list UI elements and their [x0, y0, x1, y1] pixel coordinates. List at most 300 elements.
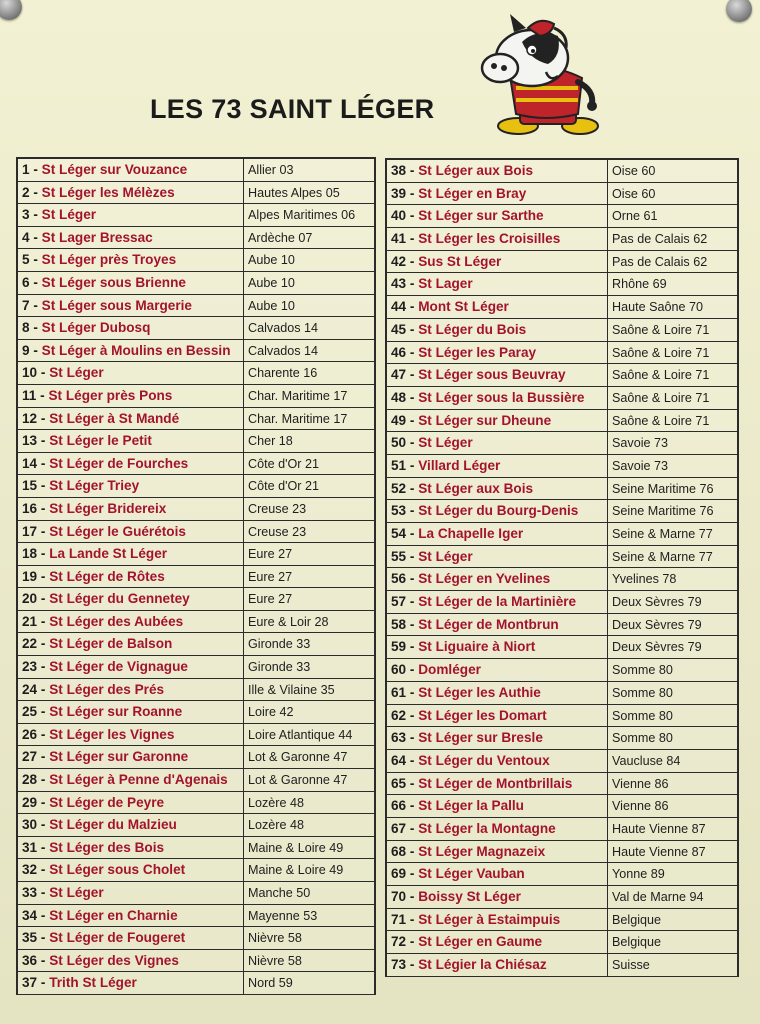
- table-row: [18, 633, 374, 656]
- row-number: 32: [22, 862, 38, 878]
- village-name-cell: [387, 954, 608, 976]
- row-number: 64: [391, 752, 407, 768]
- village-name-cell: [18, 408, 244, 430]
- table-row: [18, 498, 374, 521]
- village-name: St Léger Vauban: [418, 866, 525, 882]
- row-separator: -: [406, 820, 419, 836]
- row-number: 27: [22, 749, 38, 765]
- village-name-cell: [387, 432, 608, 454]
- department-cell: Mayenne 53: [248, 908, 318, 923]
- row-number: 30: [22, 817, 38, 833]
- table-row: [387, 818, 737, 841]
- village-name: St Léger sur Sarthe: [418, 208, 544, 224]
- department-cell: Val de Marne 94: [612, 890, 704, 904]
- table-row: [18, 927, 374, 950]
- row-number: 57: [391, 594, 407, 610]
- row-number: 18: [22, 546, 38, 562]
- village-name-cell: [387, 296, 608, 318]
- row-number: 53: [391, 503, 407, 519]
- row-separator: -: [406, 389, 419, 405]
- department-cell: Eure & Loir 28: [248, 614, 329, 629]
- row-separator: -: [29, 297, 42, 313]
- department-cell: Vienne 86: [612, 799, 669, 814]
- village-name-cell: [18, 927, 244, 949]
- village-name: St Léger à Moulins en Bessin: [41, 342, 231, 358]
- row-separator: -: [406, 457, 419, 473]
- table-row: [18, 792, 374, 815]
- department-cell: Aube 10: [248, 298, 295, 313]
- row-number: 36: [22, 952, 38, 968]
- row-number: 72: [391, 934, 407, 950]
- row-separator: -: [37, 568, 50, 584]
- department-cell: Somme 80: [612, 663, 673, 678]
- row-number: 65: [391, 775, 407, 791]
- village-name-cell: [18, 272, 244, 294]
- village-name-cell: [387, 750, 608, 772]
- village-name-cell: [387, 568, 608, 590]
- village-name: St Lager: [418, 276, 473, 292]
- department-cell: Seine & Marne 77: [612, 527, 713, 541]
- row-separator: -: [37, 659, 50, 675]
- department-cell: Côte d'Or 21: [248, 456, 320, 471]
- row-number: 49: [391, 412, 407, 428]
- row-number: 63: [391, 730, 407, 746]
- department-cell: Saône & Loire 71: [612, 413, 710, 428]
- row-separator: -: [37, 478, 50, 494]
- department-cell: Aube 10: [248, 253, 295, 268]
- department-cell: Nièvre 58: [248, 953, 302, 968]
- row-separator: -: [37, 885, 50, 900]
- village-name: Sus St Léger: [418, 253, 502, 269]
- department-cell: Somme 80: [612, 708, 673, 723]
- table-row: [18, 814, 374, 837]
- row-separator: -: [406, 684, 419, 700]
- row-separator: -: [406, 594, 419, 610]
- table-row: [18, 859, 374, 882]
- village-name-cell: [387, 636, 608, 658]
- village-name: St Léger sous Brienne: [41, 274, 186, 290]
- village-name: St Léger de Montbrun: [418, 616, 559, 632]
- table-row: [387, 319, 737, 342]
- department-cell: Char. Maritime 17: [248, 411, 348, 426]
- row-number: 54: [391, 526, 407, 541]
- department-cell: Rhône 69: [612, 277, 667, 292]
- village-name-cell: [387, 319, 608, 341]
- row-separator: -: [406, 231, 419, 247]
- village-name-cell: [18, 679, 244, 701]
- village-name-cell: [18, 295, 244, 317]
- row-number: 23: [22, 659, 38, 675]
- table-row: [387, 841, 737, 864]
- table-row: [18, 430, 374, 453]
- village-name-cell: [387, 387, 608, 409]
- table-row: [18, 227, 374, 250]
- village-name: St Léger sous la Bussière: [418, 389, 585, 405]
- village-name-cell: [18, 792, 244, 814]
- village-name: St Léger le Petit: [49, 433, 152, 449]
- table-row: [387, 773, 737, 796]
- table-row: [387, 863, 737, 886]
- table-row: [387, 273, 737, 296]
- table-row: [387, 614, 737, 637]
- row-number: 8: [22, 320, 30, 336]
- table-row: [387, 523, 737, 546]
- row-separator: -: [37, 772, 50, 788]
- village-name-cell: [387, 931, 608, 953]
- village-name-cell: [18, 317, 244, 339]
- table-row: [387, 886, 737, 909]
- row-number: 11: [22, 387, 37, 403]
- village-name-cell: [387, 410, 608, 432]
- village-name-cell: [387, 705, 608, 727]
- department-cell: Deux Sèvres 79: [612, 640, 702, 655]
- department-cell: Eure 27: [248, 592, 293, 607]
- table-row: [387, 909, 737, 932]
- village-name-cell: [18, 340, 244, 362]
- department-cell: Oise 60: [612, 164, 656, 178]
- village-name-cell: [18, 769, 244, 791]
- village-name-cell: [387, 478, 608, 500]
- row-number: 24: [22, 681, 38, 697]
- table-row: [18, 453, 374, 476]
- row-number: 59: [391, 639, 407, 655]
- table-row: [18, 475, 374, 498]
- village-name: Domléger: [418, 662, 481, 678]
- village-name: Mont St Léger: [418, 299, 509, 315]
- department-cell: Char. Maritime 17: [248, 388, 348, 403]
- row-separator: -: [29, 162, 42, 177]
- row-number: 6: [22, 274, 30, 290]
- row-number: 20: [22, 591, 38, 607]
- table-row: [18, 905, 374, 928]
- department-cell: Oise 60: [612, 186, 656, 201]
- village-name: St Lager Bressac: [41, 229, 153, 245]
- department-cell: Aube 10: [248, 275, 295, 290]
- village-name: St Léger les Paray: [418, 344, 537, 360]
- row-separator: -: [406, 889, 419, 904]
- row-number: 50: [391, 435, 407, 451]
- village-name-cell: [18, 905, 244, 927]
- village-name: St Léger: [41, 207, 97, 223]
- row-number: 41: [391, 231, 407, 247]
- village-name-cell: [18, 475, 244, 497]
- table-row: [387, 387, 737, 410]
- department-cell: Ille & Vilaine 35: [248, 682, 335, 697]
- row-separator: -: [406, 843, 419, 859]
- village-name: St Léger des Aubées: [49, 613, 184, 629]
- row-separator: -: [37, 433, 50, 449]
- row-number: 51: [391, 457, 407, 473]
- village-name: St Léger: [49, 365, 104, 381]
- row-number: 4: [22, 229, 30, 245]
- village-name-cell: [387, 455, 608, 477]
- row-number: 14: [22, 455, 38, 471]
- village-name-cell: [18, 859, 244, 881]
- row-number: 17: [22, 523, 38, 539]
- row-number: 9: [22, 342, 30, 358]
- department-cell: Gironde 33: [248, 637, 311, 652]
- village-name: St Léger du Malzieu: [49, 817, 177, 833]
- row-number: 13: [22, 433, 38, 449]
- row-number: 7: [22, 297, 30, 313]
- row-number: 28: [22, 772, 38, 788]
- row-separator: -: [406, 798, 419, 814]
- village-name-cell: [18, 611, 244, 633]
- table-row: [387, 364, 737, 387]
- row-separator: -: [37, 862, 50, 878]
- village-name: St Léger en Yvelines: [418, 571, 551, 587]
- row-separator: -: [406, 571, 419, 587]
- department-cell: Hautes Alpes 05: [248, 185, 340, 200]
- table-row: [18, 679, 374, 702]
- village-name-cell: [387, 909, 608, 931]
- village-name-cell: [18, 159, 244, 181]
- village-name-cell: [18, 837, 244, 859]
- row-number: 58: [391, 616, 407, 632]
- row-number: 60: [391, 662, 407, 678]
- row-number: 12: [22, 410, 38, 426]
- village-name: St Léger: [49, 885, 104, 900]
- table-row: [18, 272, 374, 295]
- village-name: Trith St Léger: [49, 975, 137, 991]
- department-cell: Savoie 73: [612, 458, 669, 473]
- table-row: [387, 500, 737, 523]
- row-number: 56: [391, 571, 407, 587]
- row-separator: -: [37, 952, 50, 968]
- row-separator: -: [37, 636, 50, 652]
- village-name-cell: [387, 523, 608, 545]
- table-row: [18, 611, 374, 634]
- row-separator: -: [406, 934, 419, 950]
- row-separator: -: [406, 775, 419, 791]
- row-number: 71: [391, 911, 407, 927]
- row-number: 25: [22, 704, 38, 720]
- department-cell: Cher 18: [248, 434, 293, 449]
- row-separator: -: [37, 975, 50, 991]
- table-row: [18, 182, 374, 205]
- village-name: St Léger la Pallu: [418, 798, 524, 814]
- row-number: 61: [391, 684, 407, 700]
- department-cell: Deux Sèvres 79: [612, 595, 702, 610]
- village-name: St Léger de Rôtes: [49, 568, 165, 584]
- table-row: [387, 251, 737, 274]
- department-cell: Lot & Garonne 47: [248, 773, 348, 788]
- row-separator: -: [406, 957, 419, 973]
- village-name: St Léger de Fourches: [49, 455, 189, 471]
- department-cell: Yonne 89: [612, 867, 665, 882]
- village-name: St Léger Dubosq: [41, 320, 151, 336]
- village-name-cell: [18, 950, 244, 972]
- department-cell: Lozère 48: [248, 818, 305, 833]
- department-cell: Alpes Maritimes 06: [248, 208, 356, 223]
- village-name-cell: [18, 633, 244, 655]
- department-cell: Belgique: [612, 935, 662, 950]
- screw-icon: [0, 0, 22, 20]
- village-name: St Léger de Vignague: [49, 659, 188, 675]
- row-separator: -: [406, 526, 419, 541]
- row-number: 29: [22, 794, 38, 810]
- department-cell: Haute Vienne 87: [612, 821, 706, 836]
- village-name: St Léger à St Mandé: [49, 410, 180, 426]
- department-cell: Vienne 86: [612, 776, 669, 791]
- row-number: 38: [391, 163, 407, 178]
- village-name: St Léger sur Dheune: [418, 412, 552, 428]
- table-row: [387, 750, 737, 773]
- village-name-cell: [387, 795, 608, 817]
- village-name-cell: [18, 182, 244, 204]
- village-name-cell: [18, 746, 244, 768]
- row-separator: -: [406, 321, 419, 337]
- department-cell: Seine Maritime 76: [612, 481, 714, 496]
- row-separator: -: [406, 435, 419, 451]
- village-name: St Léger à Penne d'Agenais: [49, 772, 228, 788]
- row-number: 62: [391, 707, 407, 723]
- department-cell: Orne 61: [612, 209, 658, 224]
- table-row: [18, 656, 374, 679]
- row-separator: -: [37, 749, 50, 765]
- table-row: [387, 682, 737, 705]
- department-cell: Yvelines 78: [612, 572, 677, 587]
- village-name: St Léger près Troyes: [41, 252, 177, 268]
- table-row: [387, 568, 737, 591]
- row-number: 21: [22, 613, 38, 629]
- table-row: [18, 204, 374, 227]
- village-name: St Léger de Peyre: [49, 794, 165, 810]
- village-name: St Léger des Bois: [49, 839, 165, 855]
- department-cell: Pas de Calais 62: [612, 232, 708, 247]
- table-row: [387, 659, 737, 682]
- village-name: St Léger les Authie: [418, 684, 541, 700]
- village-name: St Léger du Gennetey: [49, 591, 190, 607]
- village-name-cell: [18, 227, 244, 249]
- row-separator: -: [406, 548, 419, 564]
- table-row: [18, 950, 374, 973]
- row-separator: -: [37, 794, 50, 810]
- row-separator: -: [37, 613, 50, 629]
- table-row: [18, 362, 374, 385]
- village-name: St Léger près Pons: [48, 387, 173, 403]
- table-row: [387, 478, 737, 501]
- village-name: St Léger de Fougeret: [49, 930, 186, 946]
- village-name-cell: [387, 886, 608, 908]
- village-name-cell: [18, 814, 244, 836]
- row-separator: -: [406, 253, 419, 269]
- row-separator: -: [37, 907, 50, 923]
- village-name: St Léger les Croisilles: [418, 231, 561, 247]
- table-row: [387, 296, 737, 319]
- row-separator: -: [37, 817, 50, 833]
- department-cell: Calvados 14: [248, 343, 319, 358]
- row-separator: -: [406, 866, 419, 882]
- sign-title: LES 73 SAINT LÉGER: [150, 94, 435, 124]
- row-number: 26: [22, 726, 38, 742]
- department-cell: Creuse 23: [248, 501, 307, 516]
- village-name: St Léger Magnazeix: [418, 843, 546, 859]
- village-name-cell: [387, 682, 608, 704]
- row-separator: -: [406, 480, 419, 496]
- row-number: 3: [22, 207, 30, 223]
- department-cell: Seine Maritime 76: [612, 504, 714, 519]
- row-number: 66: [391, 798, 407, 814]
- table-row: [18, 317, 374, 340]
- village-name-cell: [387, 183, 608, 205]
- row-separator: -: [37, 839, 50, 855]
- row-number: 52: [391, 480, 407, 496]
- row-number: 46: [391, 344, 407, 360]
- department-cell: Nord 59: [248, 976, 293, 991]
- row-separator: -: [36, 387, 49, 403]
- cartoon-mascot-icon: [470, 6, 610, 138]
- table-row: [18, 543, 374, 566]
- row-number: 40: [391, 208, 407, 224]
- village-name-cell: [18, 656, 244, 678]
- table-row: [387, 636, 737, 659]
- village-name-cell: [387, 228, 608, 250]
- village-name-cell: [18, 543, 244, 565]
- row-number: 33: [22, 885, 38, 900]
- department-cell: Belgique: [612, 912, 662, 927]
- department-cell: Deux Sèvres 79: [612, 617, 702, 632]
- village-name-cell: [387, 273, 608, 295]
- row-number: 37: [22, 975, 38, 991]
- village-name: St Léger sur Roanne: [49, 704, 183, 720]
- department-cell: Suisse: [612, 958, 650, 973]
- department-cell: Calvados 14: [248, 321, 319, 336]
- village-name: St Léger sur Garonne: [49, 749, 189, 765]
- row-separator: -: [29, 252, 42, 268]
- row-number: 43: [391, 276, 407, 292]
- row-separator: -: [406, 639, 419, 655]
- table-row: [18, 159, 374, 182]
- department-cell: Maine & Loire 49: [248, 840, 344, 855]
- village-name-cell: [18, 430, 244, 452]
- village-name: St Léger des Vignes: [49, 952, 179, 968]
- row-number: 10: [22, 365, 38, 381]
- village-name: St Léger sous Margerie: [41, 297, 192, 313]
- village-name-cell: [18, 249, 244, 271]
- village-name: St Léger de Montbrillais: [418, 775, 573, 791]
- row-separator: -: [29, 320, 42, 336]
- row-separator: -: [29, 184, 42, 200]
- row-number: 47: [391, 367, 407, 383]
- table-row: [387, 546, 737, 569]
- row-separator: -: [406, 730, 419, 746]
- department-cell: Saône & Loire 71: [612, 322, 710, 337]
- village-name-cell: [387, 773, 608, 795]
- row-separator: -: [37, 410, 50, 426]
- village-name-cell: [18, 453, 244, 475]
- department-cell: Ardèche 07: [248, 230, 313, 245]
- village-name-cell: [18, 362, 244, 384]
- table-row: [387, 591, 737, 614]
- village-name: St Léger en Bray: [418, 185, 527, 201]
- village-name-cell: [387, 500, 608, 522]
- row-separator: -: [406, 276, 419, 292]
- screw-icon: [726, 0, 752, 22]
- table-row: [18, 837, 374, 860]
- row-number: 2: [22, 184, 30, 200]
- row-number: 35: [22, 930, 38, 946]
- row-number: 55: [391, 548, 407, 564]
- village-name: St Léger sur Bresle: [418, 730, 543, 746]
- department-cell: Eure 27: [248, 547, 293, 562]
- row-separator: -: [37, 591, 50, 607]
- table-row: [18, 972, 374, 995]
- department-cell: Somme 80: [612, 731, 673, 746]
- table-row: [18, 385, 374, 408]
- department-cell: Savoie 73: [612, 436, 669, 451]
- village-name-cell: [387, 727, 608, 749]
